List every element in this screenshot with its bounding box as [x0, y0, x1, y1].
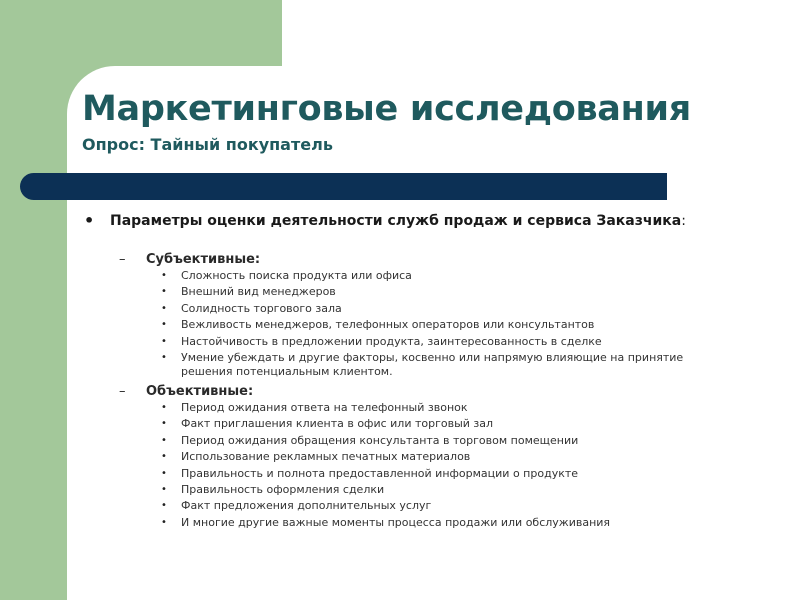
list-item — [161, 302, 774, 316]
group-heading-text: Субъективные: — [146, 252, 261, 267]
bullet-dot-icon: • — [161, 451, 167, 463]
bullet-dot-icon: • — [84, 211, 95, 230]
list-item-text: Правильность и полнота предоставленной информации о продукте — [181, 466, 579, 480]
list-item — [161, 467, 774, 481]
list-item — [161, 335, 774, 349]
bullet-dot-icon: • — [161, 500, 167, 512]
bullet-dot-icon: • — [161, 467, 167, 479]
dash-icon: – — [119, 252, 126, 267]
list-item — [161, 401, 774, 415]
group-subjective — [119, 251, 774, 379]
title-divider-bar — [20, 173, 667, 200]
bullet-dot-icon: • — [161, 335, 167, 347]
list-item-text: Факт предложения дополнительных услуг — [181, 499, 432, 513]
group-items — [161, 401, 774, 530]
list-item-text: Использование рекламных печатных материалов — [181, 450, 471, 464]
list-item-text: Период ожидания обращения консультанта в торговом помещении — [181, 433, 579, 447]
group-items — [161, 269, 774, 379]
group-heading — [119, 383, 774, 400]
slide-title: Маркетинговые исследования — [82, 89, 691, 129]
main-bullet — [84, 211, 774, 231]
list-item-text: Солидность торгового зала — [181, 301, 342, 315]
bullet-dot-icon: • — [161, 418, 167, 430]
list-item — [161, 516, 774, 530]
group-heading-text: Объективные: — [146, 383, 254, 399]
list-item — [161, 417, 774, 431]
list-item-text: Вежливость менеджеров, телефонных операторов или консультантов — [181, 318, 595, 332]
list-item — [161, 434, 774, 448]
bullet-dot-icon: • — [161, 434, 167, 446]
list-item-text: Настойчивость в предложении продукта, заинтересованность в сделке — [181, 334, 602, 348]
list-item-text: Умение убеждать и другие факторы, косвенно или напрямую влияющие на принятие решения потенциальным клиентом. — [181, 350, 684, 378]
slide-subtitle: Опрос: Тайный покупатель — [82, 135, 333, 154]
list-item — [161, 285, 774, 299]
slide-content — [84, 211, 774, 532]
list-item-text: Факт приглашения клиента в офис или торговый зал — [181, 417, 494, 431]
bullet-dot-icon: • — [161, 286, 167, 298]
list-item — [161, 450, 774, 464]
dash-icon: – — [119, 383, 126, 399]
list-item-text: И многие другие важные моменты процесса продажи или обслуживания — [181, 515, 611, 529]
list-item-text: Период ожидания ответа на телефонный звонок — [181, 400, 468, 414]
bullet-dot-icon: • — [161, 302, 167, 314]
bullet-dot-icon: • — [161, 516, 167, 528]
main-bullet-text: Параметры оценки деятельности служб продаж и сервиса Заказчика — [110, 213, 682, 229]
bullet-dot-icon: • — [161, 401, 167, 413]
list-item — [161, 499, 774, 513]
bullet-dot-icon: • — [161, 270, 167, 281]
list-item — [161, 483, 774, 497]
list-item — [161, 351, 774, 379]
list-item — [161, 318, 774, 332]
list-item-text: Внешний вид менеджеров — [181, 285, 336, 299]
bullet-dot-icon: • — [161, 319, 167, 331]
list-item-text: Сложность поиска продукта или офиса — [181, 269, 412, 282]
group-objective — [119, 383, 774, 530]
group-heading — [119, 251, 774, 268]
bullet-dot-icon: • — [161, 351, 167, 363]
bullet-dot-icon: • — [161, 483, 167, 495]
list-item — [161, 269, 774, 283]
main-bullet-colon: : — [681, 213, 686, 229]
list-item-text: Правильность оформления сделки — [181, 482, 385, 496]
